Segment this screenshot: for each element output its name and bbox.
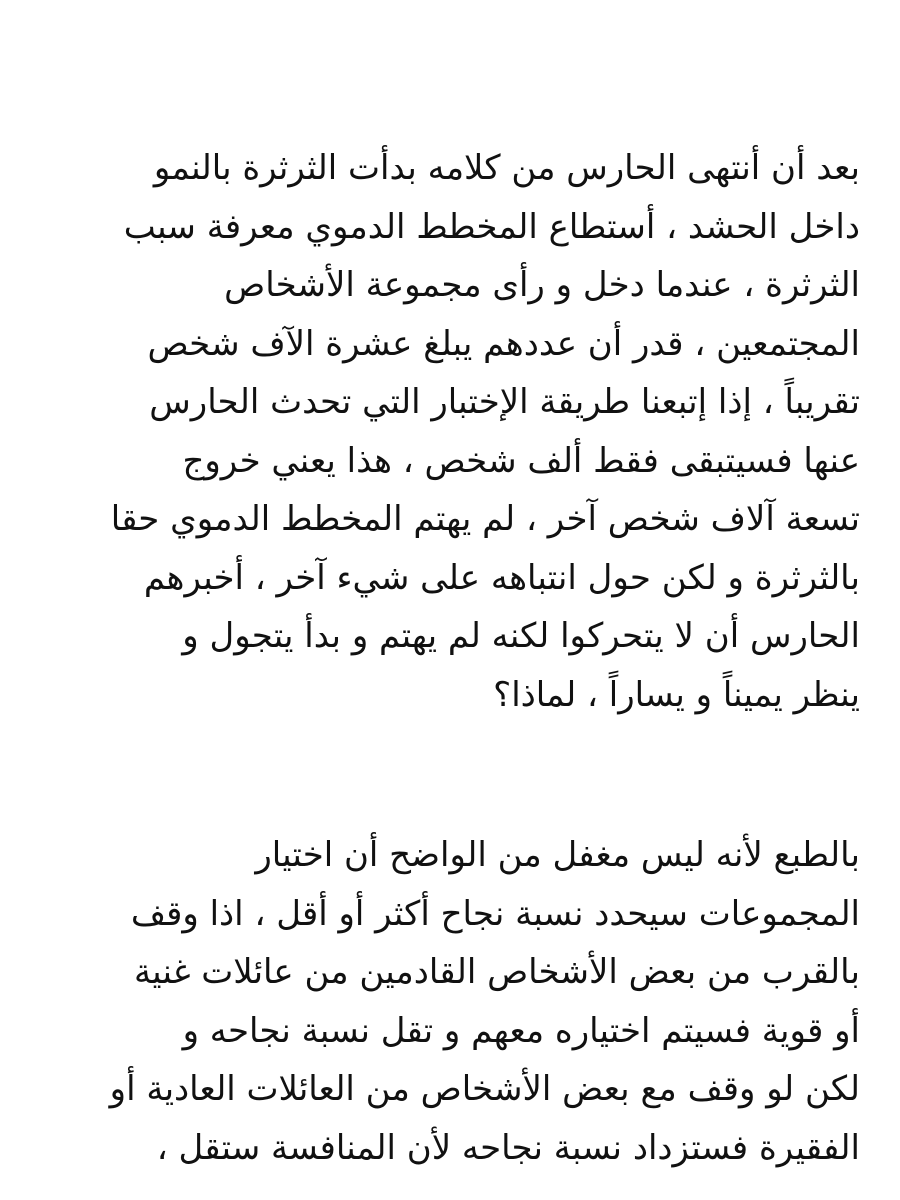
text-line: المجموعات سيحدد نسبة نجاح أكثر أو أقل ، اذا وقف	[130, 893, 860, 934]
paragraph	[80, 826, 860, 1177]
text-line: أو قوية فسيتم اختياره معهم و تقل نسبة نجاحه و	[182, 1010, 860, 1051]
text-line: لكن لو وقف مع بعض الأشخاص من العائلات العادية أو	[109, 1069, 860, 1109]
text-line: الثرثرة ، عندما دخل و رأى مجموعة الأشخاص	[224, 265, 860, 305]
text-line: ينظر يميناً و يساراً ، لماذا؟	[493, 674, 860, 715]
text-line: تسعة آلاف شخص آخر ، لم يهتم المخطط الدموي حقا	[110, 499, 860, 539]
text-line: بالقرب من بعض الأشخاص القادمين من عائلات غنية	[133, 952, 860, 992]
text-line: عنها فسيتبقى فقط ألف شخص ، هذا يعني خروج	[182, 440, 860, 481]
text-line: المجتمعين ، قدر أن عددهم يبلغ عشرة الآف شخص	[147, 323, 860, 364]
text-line: داخل الحشد ، أستطاع المخطط الدموي معرفة سبب	[123, 206, 860, 247]
paragraph	[80, 139, 860, 724]
text-line: تقريباً ، إذا إتبعنا طريقة الإختبار التي تحدث الحارس	[149, 382, 860, 422]
text-line: الفقيرة فستزداد نسبة نجاحه لأن المنافسة ستقل ،	[156, 1127, 860, 1168]
text-line: بالثرثرة و لكن حول انتباهه على شيء آخر ، أخبرهم	[143, 557, 860, 598]
text-line: بالطبع لأنه ليس مغفل من الواضح أن اختيار	[255, 835, 860, 875]
text-line: بعد أن أنتهى الحارس من كلامه بدأت الثرثرة بالنمو	[153, 148, 860, 188]
text-line: الحارس أن لا يتحركوا لكنه لم يهتم و بدأ يتجول و	[182, 616, 860, 656]
